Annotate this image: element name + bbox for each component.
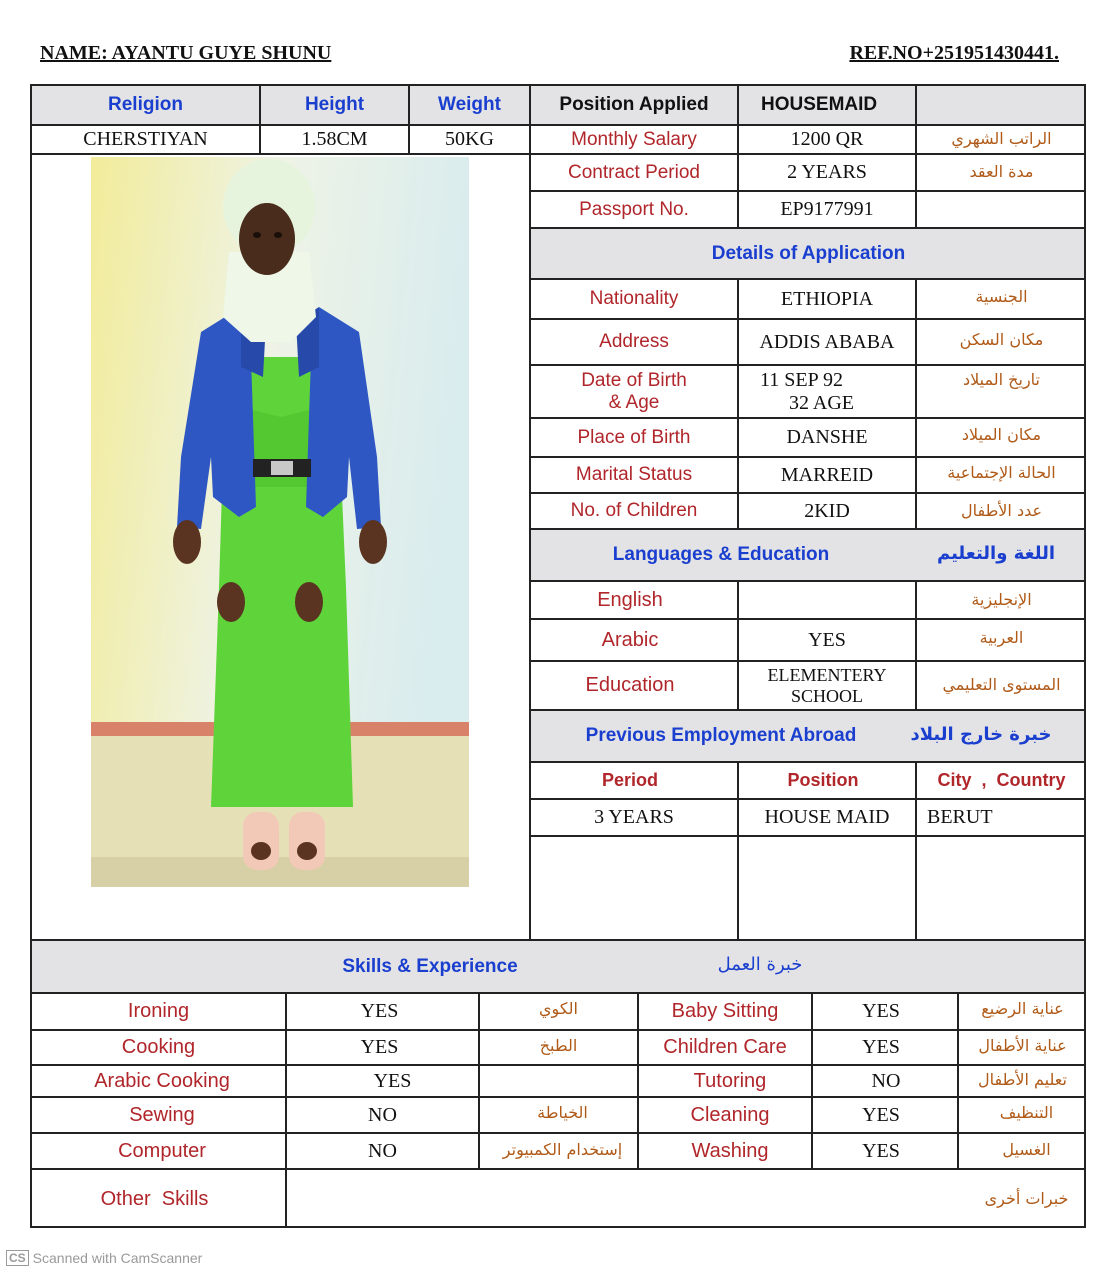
dob-age-value bbox=[739, 366, 915, 417]
position-applied-label: Position Applied bbox=[559, 94, 709, 116]
scanner-watermark bbox=[6, 1250, 202, 1266]
camscanner-logo: CS bbox=[6, 1250, 29, 1266]
place-of-birth-arabic: مكان الميلاد bbox=[961, 425, 1042, 445]
arabic-language-arabic: العربية bbox=[979, 627, 1024, 647]
marital-status-value: MARREID bbox=[780, 463, 874, 486]
reference-number: REF.NO+251951430441. bbox=[849, 42, 1059, 64]
children-arabic: عدد الأطفال bbox=[960, 500, 1043, 520]
skill-cleaning-label: Cleaning bbox=[690, 1103, 770, 1126]
skill-tutoring-label: Tutoring bbox=[693, 1069, 767, 1092]
place-of-birth-value: DANSHE bbox=[786, 426, 868, 448]
dob-value: 11 SEP 92 bbox=[760, 368, 843, 391]
weight-header: Weight bbox=[438, 94, 501, 116]
marital-status-label: Marital Status bbox=[575, 464, 693, 486]
dob-label: Date of Birth bbox=[581, 369, 687, 391]
city-country-column-header: City , Country bbox=[937, 770, 1066, 791]
skill-children-care-value: YES bbox=[862, 1036, 900, 1058]
height-value: 1.58CM bbox=[301, 128, 368, 150]
employment-city-value: BERUT bbox=[927, 806, 993, 828]
skills-section-title: Skills & Experience bbox=[342, 955, 518, 977]
contract-period-label: Contract Period bbox=[567, 161, 700, 183]
passport-label: Passport No. bbox=[579, 198, 689, 220]
skill-cooking-arabic: الطبخ bbox=[539, 1036, 578, 1056]
languages-section-title: Languages & Education bbox=[612, 544, 830, 566]
education-label: Education bbox=[585, 674, 675, 696]
address-arabic: مكان السكن bbox=[959, 329, 1044, 349]
dob-age-label bbox=[531, 366, 737, 417]
skill-washing-value: YES bbox=[862, 1139, 900, 1162]
skill-baby-sitting-arabic: عناية الرضيع bbox=[981, 999, 1064, 1019]
contract-period-value: 2 YEARS bbox=[787, 161, 867, 183]
skill-sewing-value: NO bbox=[368, 1103, 397, 1126]
arabic-language-label: Arabic bbox=[601, 628, 659, 651]
skill-computer-arabic: إستخدام الكمبيوتر bbox=[502, 1139, 623, 1159]
skill-cleaning-arabic: التنظيف bbox=[999, 1102, 1054, 1122]
details-section-title: Details of Application bbox=[711, 242, 906, 264]
skill-arabic-cooking-label: Arabic Cooking bbox=[94, 1069, 230, 1092]
watermark-text: Scanned with CamScanner bbox=[32, 1250, 203, 1266]
monthly-salary-arabic: الراتب الشهري bbox=[951, 129, 1052, 149]
skill-washing-arabic: الغسيل bbox=[1002, 1139, 1051, 1159]
other-skills-label: Other Skills bbox=[100, 1187, 209, 1210]
marital-status-arabic: الحالة الإجتماعية bbox=[947, 462, 1056, 482]
skill-children-care-label: Children Care bbox=[663, 1036, 787, 1058]
candidate-photo bbox=[91, 157, 469, 887]
education-value-line1: ELEMENTERY bbox=[767, 664, 887, 685]
age-value: 32 AGE bbox=[789, 391, 854, 414]
skill-cooking-value: YES bbox=[360, 1036, 399, 1058]
weight-value: 50KG bbox=[445, 128, 494, 150]
education-value bbox=[739, 662, 915, 709]
skill-tutoring-arabic: تعليم الأطفال bbox=[978, 1069, 1067, 1089]
employment-section-title: Previous Employment Abroad bbox=[585, 725, 857, 747]
height-header: Height bbox=[304, 94, 365, 116]
other-skills-arabic: خبرات أخرى bbox=[984, 1188, 1069, 1208]
skill-cooking-label: Cooking bbox=[121, 1036, 196, 1058]
skill-ironing-label: Ironing bbox=[127, 1000, 190, 1022]
children-value: 2KID bbox=[804, 499, 850, 522]
nationality-value: ETHIOPIA bbox=[780, 287, 874, 310]
skill-computer-value: NO bbox=[368, 1139, 397, 1162]
position-column-header: Position bbox=[787, 770, 859, 791]
skill-ironing-value: YES bbox=[360, 1000, 399, 1022]
place-of-birth-label: Place of Birth bbox=[577, 426, 691, 448]
nationality-arabic: الجنسية bbox=[975, 286, 1028, 306]
english-arabic: الإنجليزية bbox=[971, 589, 1032, 609]
skill-ironing-arabic: الكوي bbox=[539, 999, 578, 1019]
religion-header: Religion bbox=[108, 94, 183, 116]
period-column-header: Period bbox=[601, 770, 658, 791]
skill-cleaning-value: YES bbox=[862, 1103, 900, 1126]
skills-arabic-title: خبرة العمل bbox=[717, 953, 803, 975]
skill-baby-sitting-value: YES bbox=[862, 1000, 900, 1022]
skill-washing-label: Washing bbox=[691, 1139, 769, 1162]
employment-position-value: HOUSE MAID bbox=[764, 806, 890, 828]
arabic-language-value: YES bbox=[808, 628, 846, 651]
skill-computer-label: Computer bbox=[118, 1139, 206, 1162]
skill-sewing-arabic: الخياطة bbox=[537, 1102, 588, 1122]
address-label: Address bbox=[599, 331, 669, 353]
candidate-name: NAME: AYANTU GUYE SHUNU bbox=[40, 42, 332, 64]
skill-arabic-cooking-value: YES bbox=[373, 1069, 412, 1092]
english-label: English bbox=[597, 588, 663, 611]
monthly-salary-value: 1200 QR bbox=[790, 128, 864, 150]
employment-period-value: 3 YEARS bbox=[594, 806, 674, 828]
religion-value: CHERSTIYAN bbox=[83, 128, 208, 150]
skill-sewing-label: Sewing bbox=[129, 1103, 195, 1126]
education-arabic: المستوى التعليمي bbox=[942, 675, 1061, 695]
education-value-line2: SCHOOL bbox=[790, 685, 863, 706]
nationality-label: Nationality bbox=[589, 288, 679, 310]
skill-tutoring-value: NO bbox=[871, 1069, 901, 1092]
children-label: No. of Children bbox=[570, 500, 698, 522]
position-applied-value: HOUSEMAID bbox=[761, 94, 878, 116]
contract-period-arabic: مدة العقد bbox=[969, 162, 1034, 182]
dob-arabic: تاريخ الميلاد bbox=[963, 369, 1040, 389]
employment-arabic-title: خبرة خارج البلاد bbox=[910, 723, 1052, 745]
skill-children-care-arabic: عناية الأطفال bbox=[978, 1036, 1067, 1056]
age-label: & Age bbox=[608, 391, 660, 413]
monthly-salary-label: Monthly Salary bbox=[571, 128, 697, 150]
passport-value: EP9177991 bbox=[780, 198, 874, 220]
english-value bbox=[739, 582, 915, 618]
skill-baby-sitting-label: Baby Sitting bbox=[671, 1000, 779, 1022]
languages-arabic-title: اللغة والتعليم bbox=[936, 542, 1056, 564]
address-value: ADDIS ABABA bbox=[759, 330, 895, 353]
